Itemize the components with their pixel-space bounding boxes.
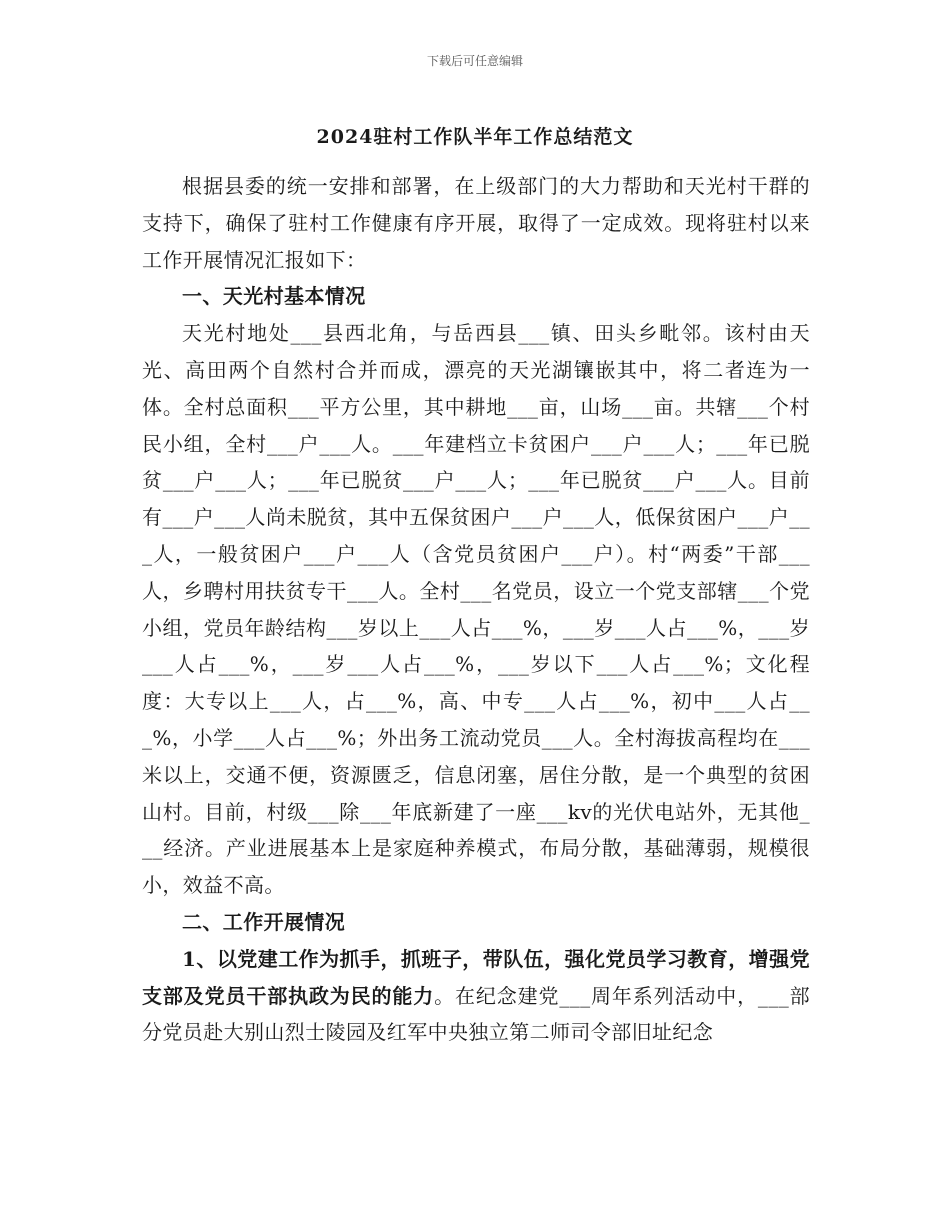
item-1-paragraph — [142, 941, 810, 1051]
section-1-heading: 一、天光村基本情况 — [182, 284, 366, 309]
document-body — [142, 168, 810, 1051]
header-note: 下载后可任意编辑 — [426, 54, 523, 68]
item-1-lead: 1、以党建工作为抓手，抓班子，带队伍，强化党员学习教育，增强党支部及党员干部执政为民的能力 — [142, 946, 810, 1008]
intro-paragraph: 根据县委的统一安排和部署，在上级部门的大力帮助和天光村干群的支持下，确保了驻村工作健康有序开展，取得了一定成效。现将驻村以来工作开展情况汇报如下： — [142, 174, 810, 272]
section-1-paragraph: 天光村地处___县西北角，与岳西县___镇、田头乡毗邻。该村由天光、高田两个自然村合并而成，漂亮的天光湖镶嵌其中，将二者连为一体。全村总面积___平方公里，其中耕地___亩，山场___亩。共辖___个村民小组，全村___户___人。___年建档立卡贫困户___户___人；___年已脱贫___户___人；___年已脱贫___户___人；___年已脱贫___户___人。目前有___户___人尚未脱贫，其中五保贫困户___户___人，低保贫困户___户___人，一般贫困户___户___人（含党员贫困户___户）。村“两委”干部___人，乡聘村用扶贫专干___人。全村___名党员，设立一个党支部辖___个党小组，党员年龄结构___岁以上___人占___%，___岁___人占___%，___岁___人占___%，___岁___人占___%，___岁以下___人占___%；文化程度：大专以上___人，占___%，高、中专___人占___%，初中___人占___%，小学___人占___%；外出务工流动党员___人。全村海拔高程均在___米以上，交通不便，资源匮乏，信息闭塞，居住分散，是一个典型的贫困山村。目前，村级___除___年底新建了一座___kv的光伏电站外，无其他___经济。产业进展基本上是家庭种养模式，布局分散，基础薄弱，规模很小，效益不高。 — [142, 321, 810, 898]
section-2-heading: 二、工作开展情况 — [182, 909, 346, 934]
document-title: 2024驻村工作队半年工作总结范文 — [316, 126, 634, 148]
item-1-body: 。在纪念建党___周年系列活动中，___部分党员赴大别山烈士陵园及红军中央独立第二师司令部旧址纪念 — [142, 983, 810, 1045]
